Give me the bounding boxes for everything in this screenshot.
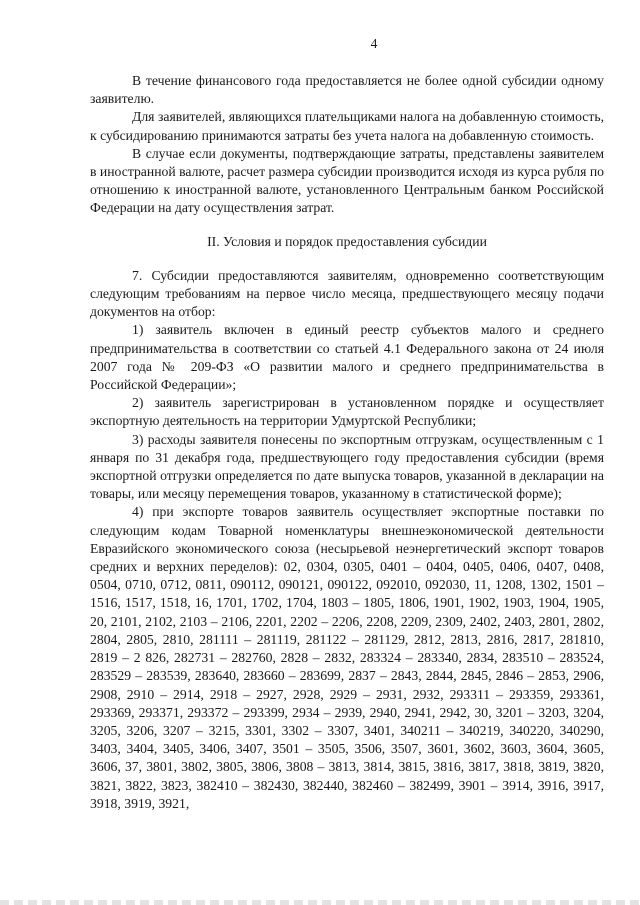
- paragraph-requirement-3: 3) расходы заявителя понесены по экспортным отгрузкам, осуществленным с 1 января по 31 декабря года, предшествующего году предоставления субсидии (время экспортной отгрузки определяется по дате выпуска товаров, указанной в декларации на товары, или месяцу перемещения товаров, указанному в статистической форме);: [90, 431, 604, 502]
- section-title: II. Условия и порядок предоставления субсидии: [207, 233, 487, 249]
- paragraph-foreign-currency: В случае если документы, подтверждающие затраты, представлены заявителем в иностранной валюте, расчет размера субсидии производится исходя из курса рубля по отношению к иностранной валюте, установленного Центральным банком Российской Федерации на дату осуществления затрат.: [90, 145, 604, 216]
- page-number: 4: [370, 36, 378, 51]
- paragraph-vat: Для заявителей, являющихся плательщиками налога на добавленную стоимость, к субсидированию принимаются затраты без учета налога на добавленную стоимость.: [90, 109, 604, 143]
- paragraph-item-7: 7. Субсидии предоставляются заявителям, одновременно соответствующим следующим требованиям на первое число месяца, предшествующего месяцу подачи документов на отбор:: [90, 267, 604, 320]
- paragraph-requirement-4: 4) при экспорте товаров заявитель осуществляет экспортные поставки по следующим кодам Товарной номенклатуры внешнеэкономической деятельности Евразийского экономического союза (несырьевой неэнергетический экспорт товаров средних и верхних переделов): 02, 0304, 0305, 0401 – 0404, 0405, 0406, 0407, 0408, 0504, 0710, 0712, 0811, 090112, 090121, 090122, 092010, 092030, 11, 1208, 1302, 1501 – 1516, 1517, 1518, 16, 1701, 1702, 1704, 1803 – 1805, 1806, 1901, 1902, 1903, 1904, 1905, 20, 2101, 2102, 2103 – 2106, 2201, 2202 – 2206, 2208, 2209, 2309, 2402, 2403, 2801, 2802, 2804, 2805, 2810, 281111 – 281119, 281122 – 281129, 2812, 2813, 2816, 2817, 281810, 2819 – 2 826, 282731 – 282760, 2828 – 2832, 283324 – 283340, 2834, 283510 – 283524, 283529 – 283539, 283640, 283660 – 283699, 2837 – 2843, 2844, 2845, 2846 – 2853, 2906, 2908, 2910 – 2914, 2918 – 2927, 2928, 2929 – 2931, 2932, 293311 – 293359, 293361, 293369, 293371, 293372 – 293399, 2934 – 2939, 2940, 2941, 2942, 30, 3201 – 3203, 3204, 3205, 3206, 3207 – 3215, 3301, 3302 – 3307, 3401, 340211 – 340219, 340220, 340290, 3403, 3404, 3405, 3406, 3407, 3501 – 3505, 3506, 3507, 3601, 3602, 3603, 3604, 3605, 3606, 37, 3801, 3802, 3805, 3806, 3808 – 3813, 3814, 3815, 3816, 3817, 3818, 3819, 3820, 3821, 3822, 3823, 382410 – 382430, 382440, 382460 – 382499, 3901 – 3914, 3916, 3917, 3918, 3919, 3921,: [90, 504, 604, 811]
- paragraph-requirement-1: 1) заявитель включен в единый реестр субъектов малого и среднего предпринимательства в соответствии со статьей 4.1 Федерального закона от 24 июля 2007 года № 209-ФЗ «О развитии малого и среднего предпринимательства в Российской Федерации»;: [90, 322, 604, 393]
- paragraph-one-subsidy: В течение финансового года предоставляется не более одной субсидии одному заявителю.: [90, 73, 604, 107]
- paragraph-requirement-2: 2) заявитель зарегистрирован в установленном порядке и осуществляет экспортную деятельность на территории Удмуртской Республики;: [90, 395, 604, 429]
- page-bottom-edge: [0, 900, 640, 905]
